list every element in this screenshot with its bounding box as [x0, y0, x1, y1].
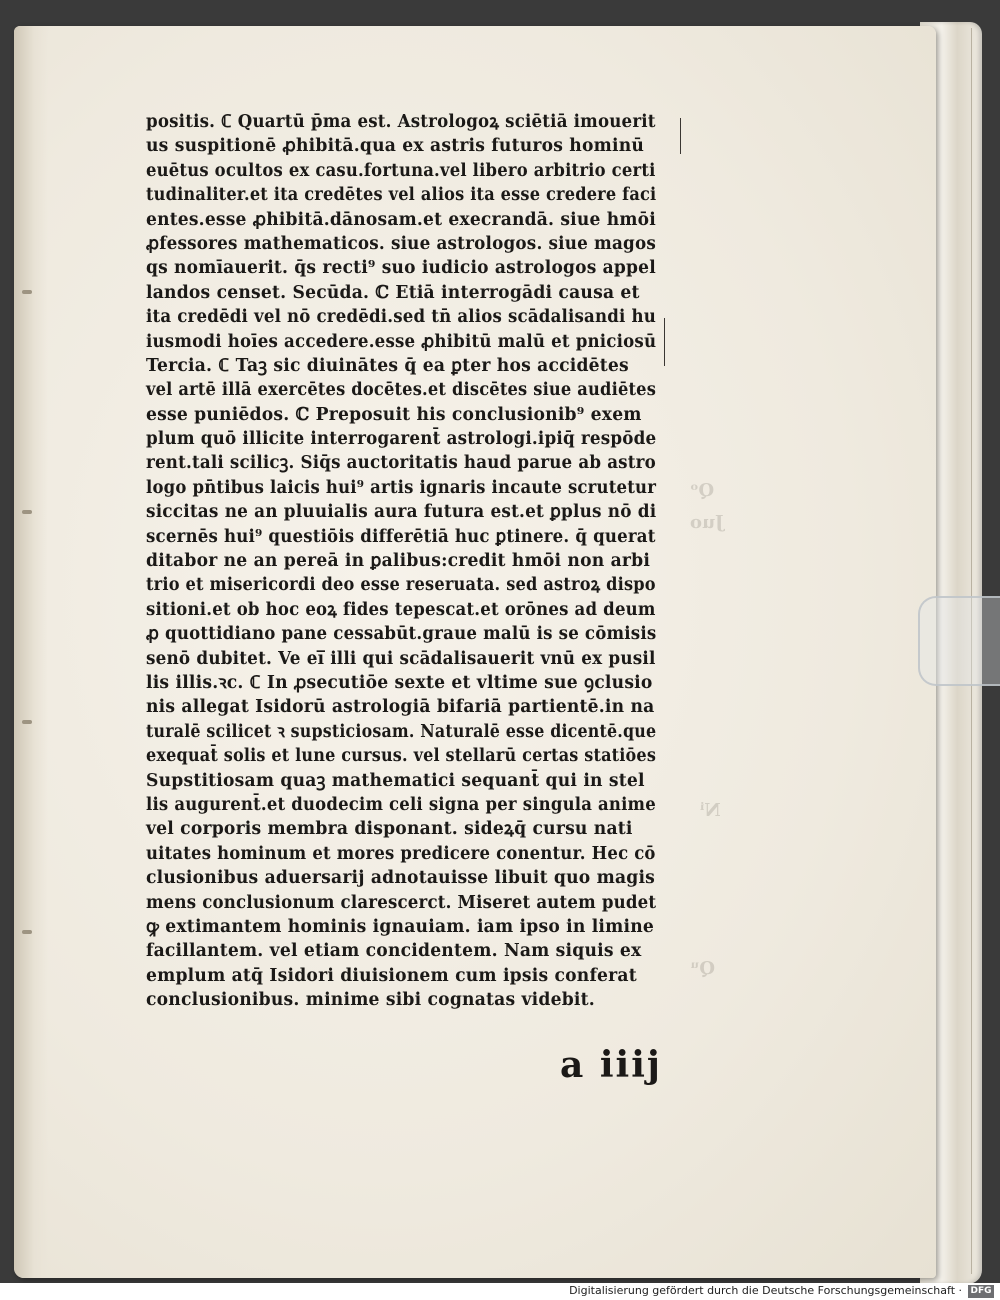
show-through-text: Nⁱ	[700, 800, 721, 821]
funding-credit: Digitalisierung gefördert durch die Deutsche Forschungsgemeinschaft ·	[569, 1284, 962, 1297]
text-line: plum quō illicite interrogarent̄ astrologi.ipiq̄ respōde	[146, 429, 657, 450]
text-line: sitioni.et ob hoc eoꝝ fides tepescat.et orōnes ad deum	[146, 599, 656, 620]
show-through-text: Juo	[690, 512, 724, 533]
text-line: vel corporis membra disponant. sideꝝq̄ cursu nati	[146, 819, 633, 840]
text-line: qs nomīauerit. q̄s recti⁹ suo iudicio astrologos appel	[146, 258, 656, 279]
text-line: ꝓfessores mathematicos. siue astrologos. siue magos	[146, 233, 656, 254]
dfg-logo-icon: DFG	[968, 1285, 994, 1298]
text-line: landos censet. Secūda. ℂ Etiā interrogādi causa et	[146, 282, 640, 303]
text-line: tudinaliter.et ita credētes vel alios ita esse credere faci	[146, 185, 657, 206]
text-line: emplum atq̄ Isidori diuisionem cum ipsis conferat	[146, 965, 637, 986]
text-line: ditabor ne an pereā in ꝑalibus:credit hmōi non arbi	[146, 551, 651, 572]
text-line: mens conclusionum clarescerct. Miseret autem pudet	[146, 892, 657, 913]
text-line: senō dubitet. Ve ei̅ illi qui scādalisauerit vnū ex pusil	[146, 648, 656, 669]
text-line: vel artē illā exercētes docētes.et discētes siue audiētes	[146, 380, 657, 401]
text-line: ꝙ extimantem hominis ignauiam. iam ipso in limine	[146, 916, 655, 937]
text-line: conclusionibus. minime sibi cognatas videbit.	[146, 990, 595, 1011]
text-line: clusionibus aduersarij adnotauisse libuit quo magis	[146, 868, 656, 889]
text-line: exequat̄ solis et lune cursus. vel stellarū certas statiōes	[146, 746, 657, 767]
page-clip	[918, 596, 1000, 686]
text-line: trio et misericordi deo esse reseruata. sed astroꝝ dispo	[146, 575, 656, 596]
binding-stitch	[22, 290, 32, 294]
show-through-text: Qᵒ	[690, 480, 715, 501]
text-line: rent.tali scilicꝫ. Siq̄s auctoritatis haud parue ab astro	[146, 453, 656, 474]
text-line: euētus ocultos ex casu.fortuna.vel libero arbitrio certi	[146, 160, 656, 181]
margin-mark	[680, 118, 681, 154]
binding-stitch	[22, 510, 32, 514]
binding-stitch	[22, 930, 32, 934]
text-line: Supstitiosam quaꝫ mathematici sequant̄ qui in stel	[146, 770, 645, 791]
binding-gutter	[14, 26, 48, 1278]
text-line: Tercia. ℂ Taꝫ sic diuinātes q̄ ea ꝑter hos accidētes	[146, 355, 629, 376]
text-line: lis illis.ꝛc. ℂ In ꝓsecutiōe sexte et vltime sue ꝯclusio	[146, 672, 653, 693]
text-line: ita credēdi vel nō credēdi.sed tn̄ alios scādalisandi hu	[146, 307, 656, 328]
text-line: siccitas ne an pluuialis aura futura est.et ꝑplus nō di	[146, 502, 657, 523]
text-line: scernēs hui⁹ questiōis differētiā huc ꝑtinere. q̄ querat	[146, 526, 656, 547]
binding-stitch	[22, 720, 32, 724]
text-line: facillantem. vel etiam concidentem. Nam siquis ex	[146, 941, 642, 962]
text-line: esse puniēdos. ℂ Preposuit his conclusionib⁹ exem	[146, 404, 642, 425]
text-line: entes.esse ꝓhibitā.dānosam.et execrandā. siue hmōi	[146, 209, 656, 230]
text-line: logo pn̄tibus laicis hui⁹ artis ignaris incaute scrutetur	[146, 477, 657, 498]
text-line: positis. ℂ Quartū p̄ma est. Astrologoꝝ sciētiā imouerit	[146, 112, 656, 132]
text-line: uitates hominum et mores predicere conentur. Hec cō	[146, 843, 656, 864]
show-through-text: Qᵘ	[690, 958, 716, 979]
text-line: iusmodi hoīes accedere.esse ꝓhibitū malū et pniciosū	[146, 331, 657, 352]
signature-mark: a iiij	[560, 1044, 662, 1086]
body-text	[146, 110, 666, 1012]
text-line: us suspitionē ꝓhibitā.qua ex astris futuros hominū	[146, 136, 645, 157]
footer-bar	[0, 1283, 1000, 1300]
text-line: lis augurent̄.et duodecim celi signa per singula anime	[146, 794, 656, 815]
text-line: turalē scilicet ꝛ supsticiosam. Naturalē esse dicentē.que	[146, 721, 657, 742]
text-line: nis allegat Isidorū astrologiā bifariā partientē.in na	[146, 697, 655, 718]
text-line: ꝓ quottidiano pane cessabūt.graue malū is se cōmisis	[146, 624, 657, 645]
